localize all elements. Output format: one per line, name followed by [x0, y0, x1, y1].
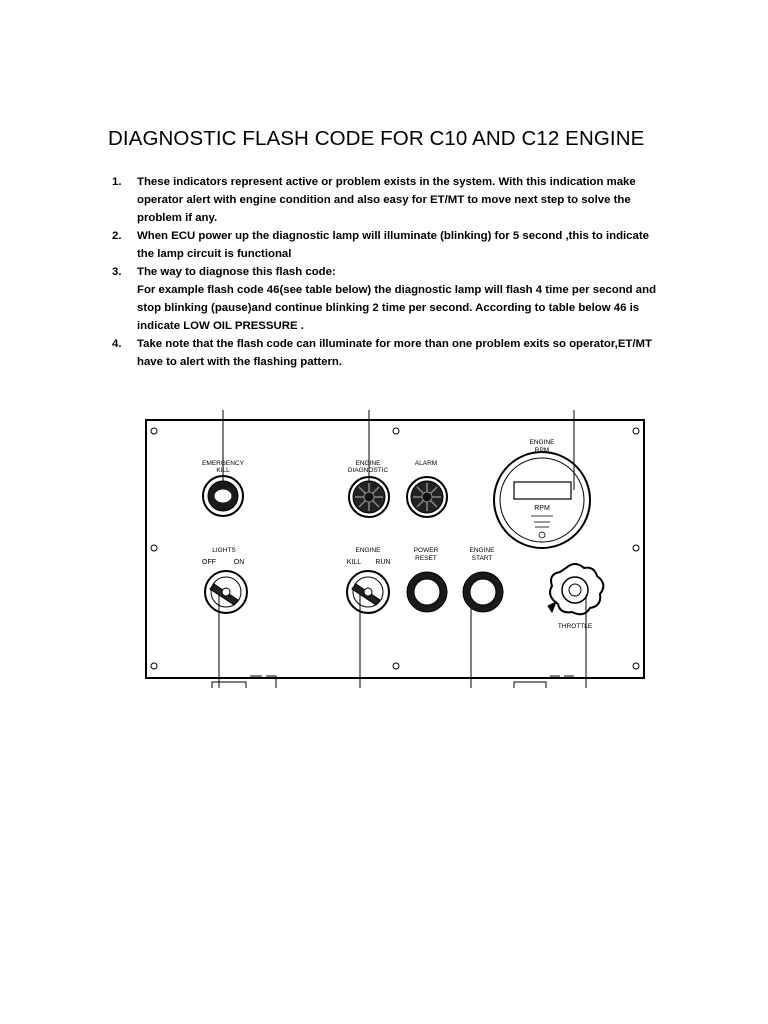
throttle-label: THROTTLE — [557, 623, 593, 630]
leader-lines — [219, 410, 586, 688]
engine-start-label: ENGINE — [469, 547, 495, 554]
lights-label: LIGHTS — [212, 547, 236, 554]
list-item-line: the lamp circuit is functional — [137, 248, 292, 260]
on-label: ON — [233, 559, 245, 566]
emergency-kill-button — [202, 460, 245, 516]
engine-diagnostic-label: ENGINE — [355, 460, 381, 467]
list-item-number: 3. — [112, 266, 122, 278]
list-item-line: When ECU power up the diagnostic lamp will illuminate (blinking) for 5 second ,this to indicate — [137, 230, 649, 242]
engine-start-button — [463, 547, 503, 612]
list-item-line: problem if any. — [137, 212, 218, 224]
alarm-lamp — [407, 460, 447, 517]
kill-label: KILL — [346, 559, 362, 566]
engine-kill-run-switch — [347, 547, 391, 613]
engine-switch-label: ENGINE — [355, 547, 381, 554]
arrow-icon — [548, 602, 556, 612]
throttle-knob — [548, 564, 603, 630]
power-reset-label: RESET — [415, 555, 437, 562]
alarm-label: ALARM — [414, 460, 438, 467]
emergency-kill-label: KILL — [216, 467, 230, 474]
emergency-kill-label: EMERGENCY — [202, 460, 244, 467]
power-reset-button — [407, 547, 447, 612]
list-item-number: 2. — [112, 230, 122, 242]
list-item-line: For example flash code 46(see table below) the diagnostic lamp will flash 4 time per second and — [137, 284, 657, 296]
list-item-line: operator alert with engine condition and also easy for ET/MT to move next step to solve the — [137, 194, 631, 206]
list-item-number: 4. — [112, 338, 122, 350]
rpm-gauge-label: RPM — [534, 505, 550, 512]
off-label: OFF — [202, 559, 216, 566]
engine-rpm-label: RPM — [534, 447, 550, 454]
engine-diagnostic-label: DIAGNOSTIC — [347, 467, 389, 474]
run-label: RUN — [375, 559, 391, 566]
engine-rpm-label: ENGINE — [529, 439, 555, 446]
list-item-line: stop blinking (pause)and continue blinking 2 time per second. According to table below 46 is — [137, 302, 640, 314]
list-item-line: have to alert with the flashing pattern. — [137, 356, 343, 368]
list-item-number: 1. — [112, 176, 122, 188]
list-item-line: Take note that the flash code can illuminate for more than one problem exits so operator,ET/MT — [137, 338, 652, 350]
page-title: DIAGNOSTIC FLASH CODE FOR C10 AND C12 ENGINE — [108, 127, 645, 150]
power-reset-label: POWER — [413, 547, 439, 554]
list-item-line: The way to diagnose this flash code: — [137, 266, 336, 278]
list-item-line: indicate LOW OIL PRESSURE . — [137, 320, 304, 332]
engine-diagnostic-lamp — [348, 460, 389, 517]
rpm-display — [514, 482, 571, 499]
engine-start-label: START — [471, 555, 493, 562]
lights-switch — [202, 547, 247, 613]
rpm-gauge — [494, 439, 590, 548]
list-item-line: These indicators represent active or problem exists in the system. With this indication make — [137, 176, 636, 188]
